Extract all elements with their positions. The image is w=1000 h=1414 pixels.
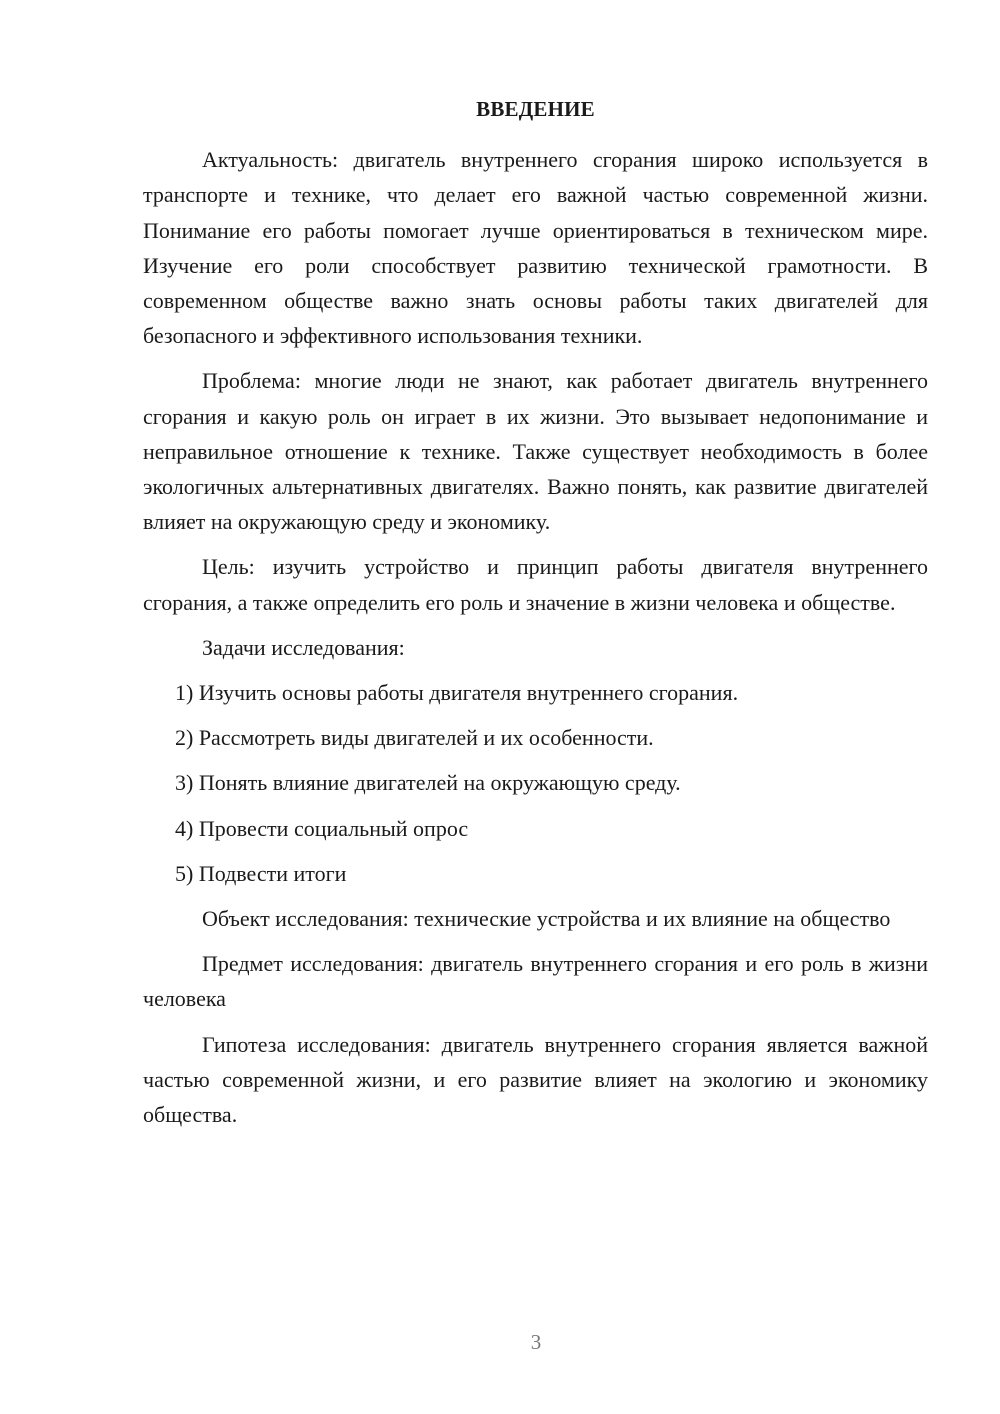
page-number: 3 (530, 1330, 542, 1354)
subject-paragraph: Предмет исследования: двигатель внутреннего сгорания и его роль в жизни человека (143, 951, 928, 1012)
hypothesis-paragraph: Гипотеза исследования: двигатель внутреннего сгорания является важной частью современной жизни, и его развитие влияет на экологию и экономику общества. (143, 1031, 928, 1128)
task-item-3: 3) Понять влияние двигателей на окружающую среду. (175, 770, 681, 796)
task-item-2: 2) Рассмотреть виды двигателей и их особенности. (175, 725, 654, 751)
object-paragraph: Объект исследования: технические устройства и их влияние на общество (202, 906, 891, 932)
goal-paragraph: Цель: изучить устройство и принцип работы двигателя внутреннего сгорания, а также определить его роль и значение в жизни человека и обществе. (143, 554, 928, 615)
tasks-label: Задачи исследования: (202, 634, 405, 660)
task-item-4: 4) Провести социальный опрос (175, 815, 469, 841)
section-heading: ВВЕДЕНИЕ (476, 97, 595, 121)
problem-paragraph: Проблема: многие люди не знают, как работает двигатель внутреннего сгорания и какую роль он играет в их жизни. Это вызывает недопонимание и неправильное отношение к технике. Также существует необходимость в более экологичных альтернативных двигателях. Важно понять, как развитие двигателей влияет на окружающую среду и экономику. (143, 368, 928, 535)
task-item-1: 1) Изучить основы работы двигателя внутреннего сгорания. (175, 680, 739, 706)
document-page (143, 92, 928, 1142)
tasks-list (143, 675, 928, 891)
relevance-paragraph: Актуальность: двигатель внутреннего сгорания широко используется в транспорте и технике, что делает его важной частью современной жизни. Понимание его работы помогает лучше ориентироваться в техническом мире. Изучение его роли способствует развитию технической грамотности. В современном обществе важно знать основы работы таких двигателей для безопасного и эффективного использования техники. (143, 147, 928, 349)
task-item-5: 5) Подвести итоги (175, 860, 347, 886)
